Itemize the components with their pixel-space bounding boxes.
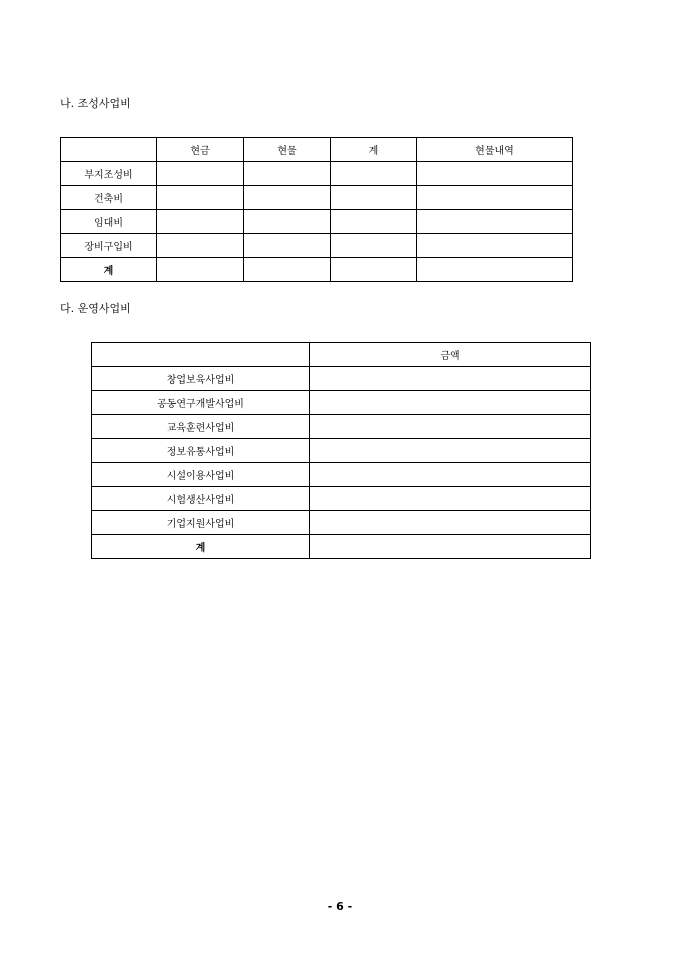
total-cell (331, 210, 417, 234)
row-label: 교육훈련사업비 (92, 415, 310, 439)
in-kind-detail-cell (417, 258, 573, 282)
row-label: 시험생산사업비 (92, 487, 310, 511)
amount-cell (310, 439, 591, 463)
row-label: 건축비 (61, 186, 157, 210)
amount-cell (310, 535, 591, 559)
in-kind-cell (244, 186, 331, 210)
total-cell (331, 162, 417, 186)
in-kind-cell (244, 234, 331, 258)
table-total-row (61, 258, 573, 282)
construction-cost-table (60, 137, 573, 282)
section-c-heading: 다. 운영사업비 (60, 302, 131, 315)
row-label: 시설이용사업비 (92, 463, 310, 487)
amount-cell (310, 463, 591, 487)
cash-cell (157, 258, 244, 282)
page-number: - 6 - (327, 900, 353, 913)
header-cell (61, 138, 157, 162)
row-label: 임대비 (61, 210, 157, 234)
total-cell (331, 258, 417, 282)
header-cell: 현물 (244, 138, 331, 162)
table-row (92, 415, 591, 439)
row-label: 창업보육사업비 (92, 367, 310, 391)
in-kind-cell (244, 162, 331, 186)
in-kind-detail-cell (417, 162, 573, 186)
amount-cell (310, 391, 591, 415)
cash-cell (157, 210, 244, 234)
row-label: 정보유통사업비 (92, 439, 310, 463)
table-row (92, 487, 591, 511)
total-cell (331, 186, 417, 210)
header-cell: 현물내역 (417, 138, 573, 162)
in-kind-cell (244, 258, 331, 282)
row-label: 장비구입비 (61, 234, 157, 258)
table-row (61, 186, 573, 210)
table-row (92, 391, 591, 415)
table-row (92, 439, 591, 463)
row-label: 기업지원사업비 (92, 511, 310, 535)
in-kind-cell (244, 210, 331, 234)
amount-cell (310, 415, 591, 439)
table-row (92, 463, 591, 487)
header-cell: 금액 (310, 343, 591, 367)
header-cell (92, 343, 310, 367)
in-kind-detail-cell (417, 210, 573, 234)
total-cell (331, 234, 417, 258)
row-label: 계 (92, 535, 310, 559)
section-b-heading: 나. 조성사업비 (60, 97, 131, 110)
in-kind-detail-cell (417, 186, 573, 210)
operating-cost-table (91, 342, 591, 559)
cash-cell (157, 186, 244, 210)
row-label: 부지조성비 (61, 162, 157, 186)
table-row (61, 234, 573, 258)
table-row (92, 511, 591, 535)
amount-cell (310, 367, 591, 391)
table-row (61, 210, 573, 234)
in-kind-detail-cell (417, 234, 573, 258)
header-cell: 현금 (157, 138, 244, 162)
table-total-row (92, 535, 591, 559)
amount-cell (310, 487, 591, 511)
header-cell: 계 (331, 138, 417, 162)
table-header-row (61, 138, 573, 162)
cash-cell (157, 234, 244, 258)
table-header-row (92, 343, 591, 367)
row-label: 계 (61, 258, 157, 282)
row-label: 공동연구개발사업비 (92, 391, 310, 415)
amount-cell (310, 511, 591, 535)
table-row (61, 162, 573, 186)
table-row (92, 367, 591, 391)
cash-cell (157, 162, 244, 186)
